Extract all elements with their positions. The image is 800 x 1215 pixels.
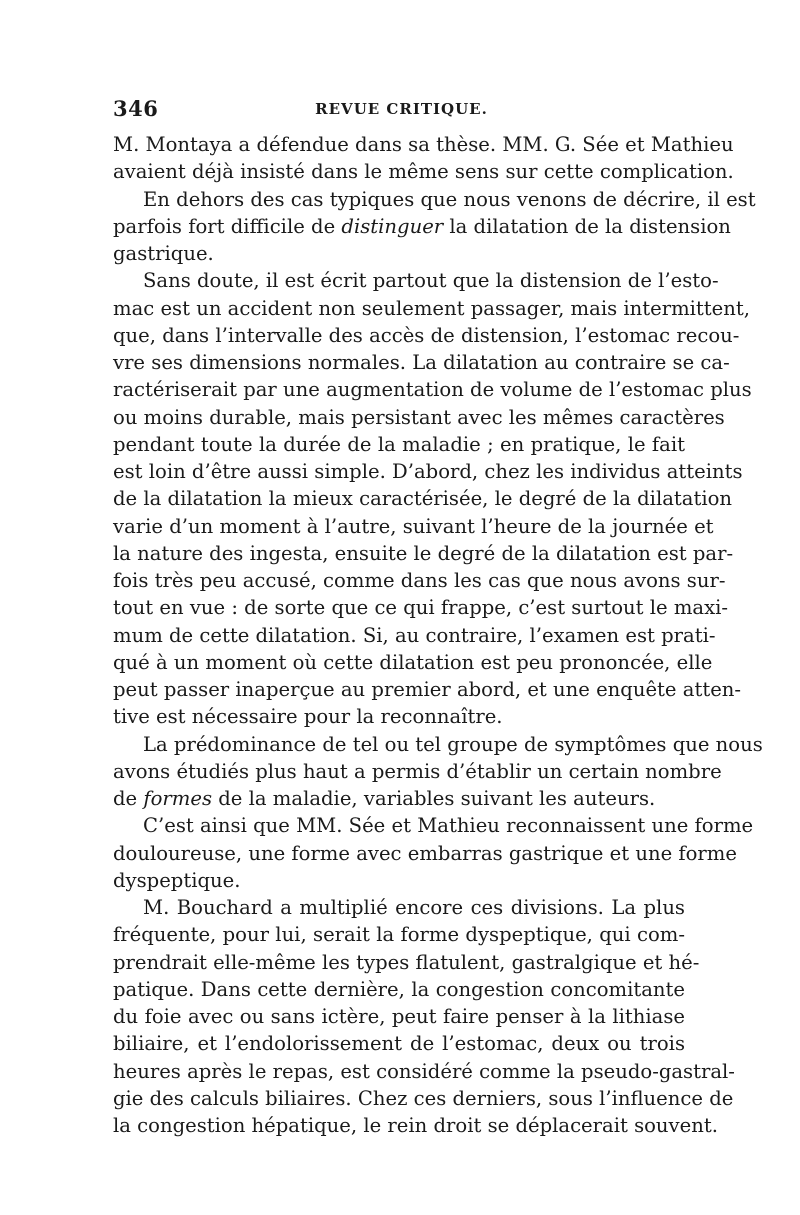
page-number: 346 [113,96,159,121]
running-title: REVUE CRITIQUE. [315,100,488,118]
text-line: mum de cette dilatation. Si, au contraire, l’examen est prati- [113,623,716,647]
text-line: fois très peu accusé, comme dans les cas que nous avons sur- [113,569,726,592]
text-line: biliaire, et l’endolorissement de l’estomac, deux ou trois [113,1032,685,1056]
text-line: du foie avec ou sans ictère, peut faire penser à la lithiase [113,1005,685,1028]
text-line: gie des calculs biliaires. Chez ces derniers, sous l’influence de [113,1086,734,1110]
text-line: C’est ainsi que MM. Sée et Mathieu reconnaissent une forme [143,814,754,838]
text-line: patique. Dans cette dernière, la congestion concomitante [113,977,685,1001]
text-line: peut passer inaperçue au premier abord, et une enquête atten- [113,678,742,701]
text-line: ractériserait par une augmentation de volume de l’estomac plus [113,378,752,402]
text-line: avons étudiés plus haut a permis d’établir un certain nombre [113,759,722,783]
text-line: la nature des ingesta, ensuite le degré de la dilatation est par- [113,541,734,565]
text-line: heures après le repas, est considéré comme la pseudo-gastral- [113,1059,735,1083]
text-line: varie d’un moment à l’autre, suivant l’heure de la journée et [113,514,714,538]
text-line: de formes de la maladie, variables suivant les auteurs. [113,787,656,810]
text-line: de la dilatation la mieux caractérisée, le degré de la dilatation [113,487,733,511]
text-line: La prédominance de tel ou tel groupe de symptômes que nous [143,732,763,756]
text-line: gastrique. [113,242,214,265]
text-line: est loin d’être aussi simple. D’abord, chez les individus atteints [113,460,743,483]
text-line: parfois fort difficile de distinguer la dilatation de la distension [113,214,731,238]
text-line: En dehors des cas typiques que nous venons de décrire, il est [143,187,756,211]
text-line: fréquente, pour lui, serait la forme dyspeptique, qui com- [113,923,685,947]
text-line: M. Bouchard a multiplié encore ces divisions. La plus [143,896,685,919]
text-line: qué à un moment où cette dilatation est peu prononcée, elle [113,650,713,674]
page-header [113,96,690,128]
text-line: que, dans l’intervalle des accès de distension, l’estomac recou- [113,323,740,347]
text-line: mac est un accident non seulement passager, mais intermittent, [113,296,750,320]
text-line: douloureuse, une forme avec embarras gastrique et une forme [113,841,737,865]
text-line: la congestion hépatique, le rein droit se déplacerait souvent. [113,1114,718,1137]
text-line: ou moins durable, mais persistant avec les mêmes caractères [113,405,725,429]
text-line: vre ses dimensions normales. La dilatation au contraire se ca- [113,351,730,374]
text-line: dyspeptique. [113,868,241,892]
text-line: Sans doute, il est écrit partout que la distension de l’esto- [143,269,719,293]
text-line: M. Montaya a défendue dans sa thèse. MM. G. Sée et Mathieu [113,133,734,156]
text-line: prendrait elle-même les types flatulent, gastralgique et hé- [113,950,700,974]
text-line: tout en vue : de sorte que ce qui frappe, c’est surtout le maxi- [113,596,729,620]
text-line: tive est nécessaire pour la reconnaître. [113,705,503,729]
text-line: avaient déjà insisté dans le même sens sur cette complication. [113,160,734,184]
body-text [113,131,763,1139]
text-line: pendant toute la durée de la maladie ; en pratique, le fait [113,432,685,456]
